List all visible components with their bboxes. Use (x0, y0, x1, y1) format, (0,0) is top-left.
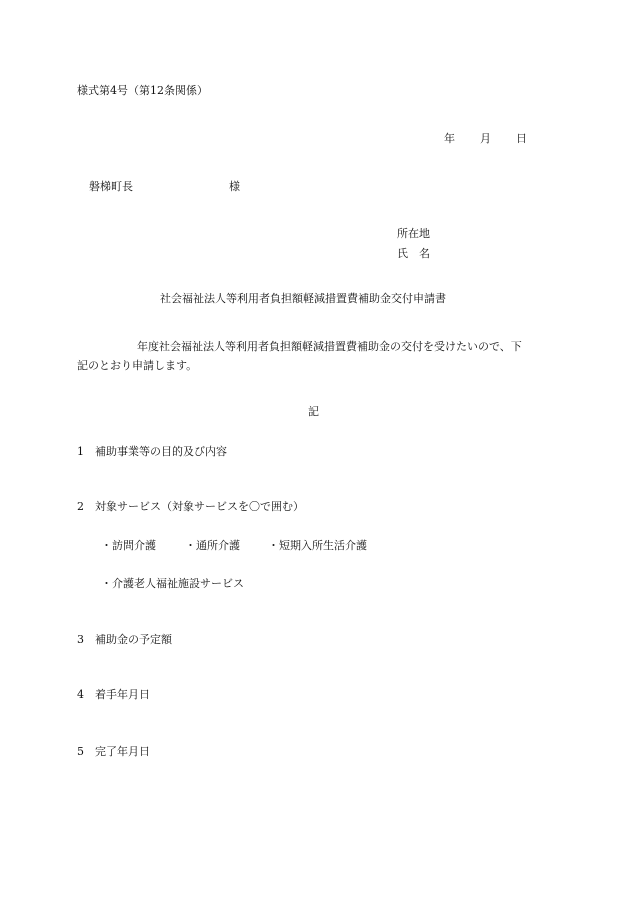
service-nursing-facility[interactable]: ・介護老人福祉施設サービス (101, 577, 244, 590)
name-label: 氏 名 (397, 247, 430, 260)
document-title: 社会福祉法人等利用者負担額軽減措置費補助金交付申請書 (160, 292, 446, 305)
item-number: 2 (77, 500, 84, 513)
item-text: 補助金の予定額 (95, 633, 172, 646)
form-number: 様式第4号（第12条関係） (77, 84, 208, 97)
day-label: 日 (516, 132, 527, 145)
item-number: 3 (77, 633, 84, 646)
service-short-stay[interactable]: ・短期入所生活介護 (268, 539, 367, 552)
item-text: 完了年月日 (95, 745, 150, 758)
ki-heading: 記 (308, 405, 319, 418)
item-number: 4 (77, 688, 84, 701)
year-label: 年 (444, 132, 455, 145)
item-text: 着手年月日 (95, 688, 150, 701)
item-text: 対象サービス（対象サービスを〇で囲む） (95, 500, 304, 513)
address-label: 所在地 (397, 227, 430, 240)
body-line-2: 記のとおり申請します。 (77, 359, 198, 372)
mayor-title: 磐梯町長 (89, 180, 133, 193)
service-home-visit[interactable]: ・訪問介護 (101, 539, 156, 552)
item-text: 補助事業等の目的及び内容 (95, 445, 227, 458)
body-line-1: 年度社会福祉法人等利用者負担額軽減措置費補助金の交付を受けたいので、下 (137, 340, 522, 353)
service-day-care[interactable]: ・通所介護 (185, 539, 240, 552)
month-label: 月 (480, 132, 491, 145)
item-number: 1 (77, 445, 84, 458)
honorific: 様 (229, 180, 240, 193)
item-number: 5 (77, 745, 84, 758)
